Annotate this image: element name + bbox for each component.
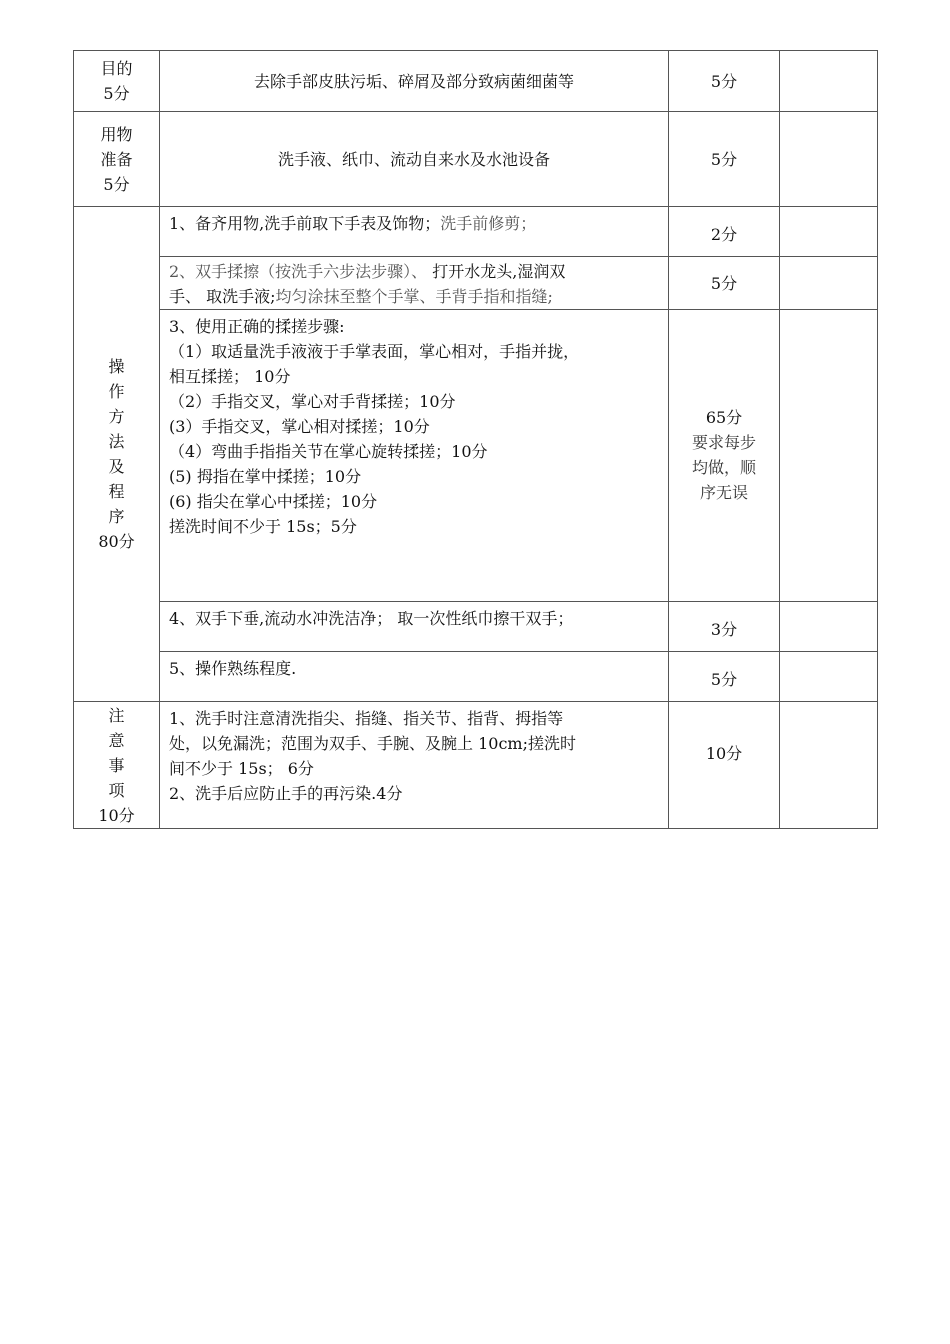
purpose-blank-cell: [780, 51, 878, 112]
step2-text: 手、 取洗手液;: [169, 287, 276, 306]
row-procedure-step4: [74, 602, 878, 652]
row-notes: [74, 702, 878, 829]
category-points: 5分: [103, 84, 130, 103]
supplies-blank-cell: [780, 112, 878, 207]
step1-line: [169, 211, 662, 236]
scoring-table: [73, 50, 878, 829]
category-points: 80分: [98, 532, 135, 551]
category-char: 序: [108, 507, 125, 526]
supplies-content: 洗手液、纸巾、流动自来水及水池设备: [160, 112, 669, 207]
step3-blank-cell: [780, 310, 878, 602]
row-procedure-step1: [74, 207, 878, 257]
step2-blank-cell: [780, 257, 878, 310]
category-char: 操: [108, 357, 125, 376]
purpose-content: 去除手部皮肤污垢、碎屑及部分致病菌细菌等: [160, 51, 669, 112]
procedure-category: [74, 207, 160, 702]
step3-line: 3、使用正确的揉搓步骤:: [169, 317, 345, 336]
notes-content: [160, 702, 669, 829]
step1-text-note: 洗手前修剪；: [440, 214, 537, 233]
notes-score: 10分: [669, 702, 780, 829]
step5-content: 5、操作熟练程度.: [160, 652, 669, 702]
supplies-score: 5分: [669, 112, 780, 207]
step2-score: 5分: [669, 257, 780, 310]
step4-blank-cell: [780, 602, 878, 652]
supplies-category: [74, 112, 160, 207]
notes-category: [74, 702, 160, 829]
step3-line: （4）弯曲手指指关节在掌心旋转揉搓；10分: [169, 442, 488, 461]
category-label: 准备: [100, 149, 133, 169]
category-label: 目的: [100, 59, 133, 78]
row-procedure-step5: [74, 652, 878, 702]
category-char: 项: [108, 780, 125, 800]
category-char: 及: [108, 457, 125, 476]
step5-blank-cell: [780, 652, 878, 702]
step4-score: 3分: [669, 602, 780, 652]
purpose-score: 5分: [669, 51, 780, 112]
step3-score-note: 均做，顺: [691, 458, 756, 477]
notes-blank-cell: [780, 702, 878, 829]
notes-line: 2、洗手后应防止手的再污染.4分: [169, 784, 403, 803]
step3-score-value: 65分: [705, 408, 743, 427]
purpose-category: [74, 51, 160, 112]
step3-line: 搓洗时间不少于 15s；5分: [169, 517, 357, 536]
step3-content: [160, 310, 669, 602]
step3-line: (3）手指交叉，掌心相对揉搓；10分: [169, 417, 430, 436]
step2-text-note: 均匀涂抹至整个手掌、手背手指和指缝;: [275, 287, 553, 306]
step2-text: 2、双手揉擦（按洗手六步法步骤）、: [169, 262, 428, 281]
step3-line: （2）手指交叉，掌心对手背揉搓；10分: [169, 392, 456, 411]
notes-line: 间不少于 15s； 6分: [169, 759, 314, 778]
category-char: 程: [108, 482, 125, 501]
step1-text: 1、备齐用物,洗手前取下手表及饰物；: [169, 214, 441, 233]
category-char: 事: [108, 755, 125, 775]
category-char: 注: [108, 705, 125, 725]
step2-text: 打开水龙头,湿润双: [427, 262, 566, 281]
step3-score-note: 序无误: [699, 483, 748, 502]
category-label: 用物: [100, 124, 133, 144]
notes-line: 1、洗手时注意清洗指尖、指缝、指关节、指背、拇指等: [169, 709, 564, 728]
step4-content: 4、双手下垂,流动水冲洗洁净； 取一次性纸巾擦干双手；: [160, 602, 669, 652]
step2-line-1: [169, 259, 662, 284]
category-points: 10分: [98, 805, 135, 825]
row-procedure-step3: [74, 310, 878, 602]
step1-content: [160, 207, 669, 257]
step5-score: 5分: [669, 652, 780, 702]
category-char: 意: [108, 730, 125, 750]
step3-line: 相互揉搓； 10分: [169, 367, 291, 386]
step2-content: [160, 257, 669, 310]
step3-score: [669, 310, 780, 602]
row-procedure-step2: [74, 257, 878, 310]
row-supplies: [74, 112, 878, 207]
step2-line-2: [169, 284, 662, 309]
step3-line: (6) 指尖在掌心中揉搓；10分: [169, 492, 378, 511]
category-char: 作: [108, 382, 125, 401]
step1-score: 2分: [669, 207, 780, 257]
category-char: 法: [108, 432, 125, 451]
step3-line: （1）取适量洗手液液于手掌表面，掌心相对，手指并拢，: [169, 342, 580, 361]
category-char: 方: [108, 407, 125, 426]
category-points: 5分: [103, 174, 130, 194]
row-purpose: [74, 51, 878, 112]
step3-line: (5) 拇指在掌中揉搓；10分: [169, 467, 362, 486]
step1-blank-cell: [780, 207, 878, 257]
step3-score-note: 要求每步: [691, 433, 756, 452]
notes-line: 处，以免漏洗；范围为双手、手腕、及腕上 10cm;搓洗时: [169, 734, 576, 753]
